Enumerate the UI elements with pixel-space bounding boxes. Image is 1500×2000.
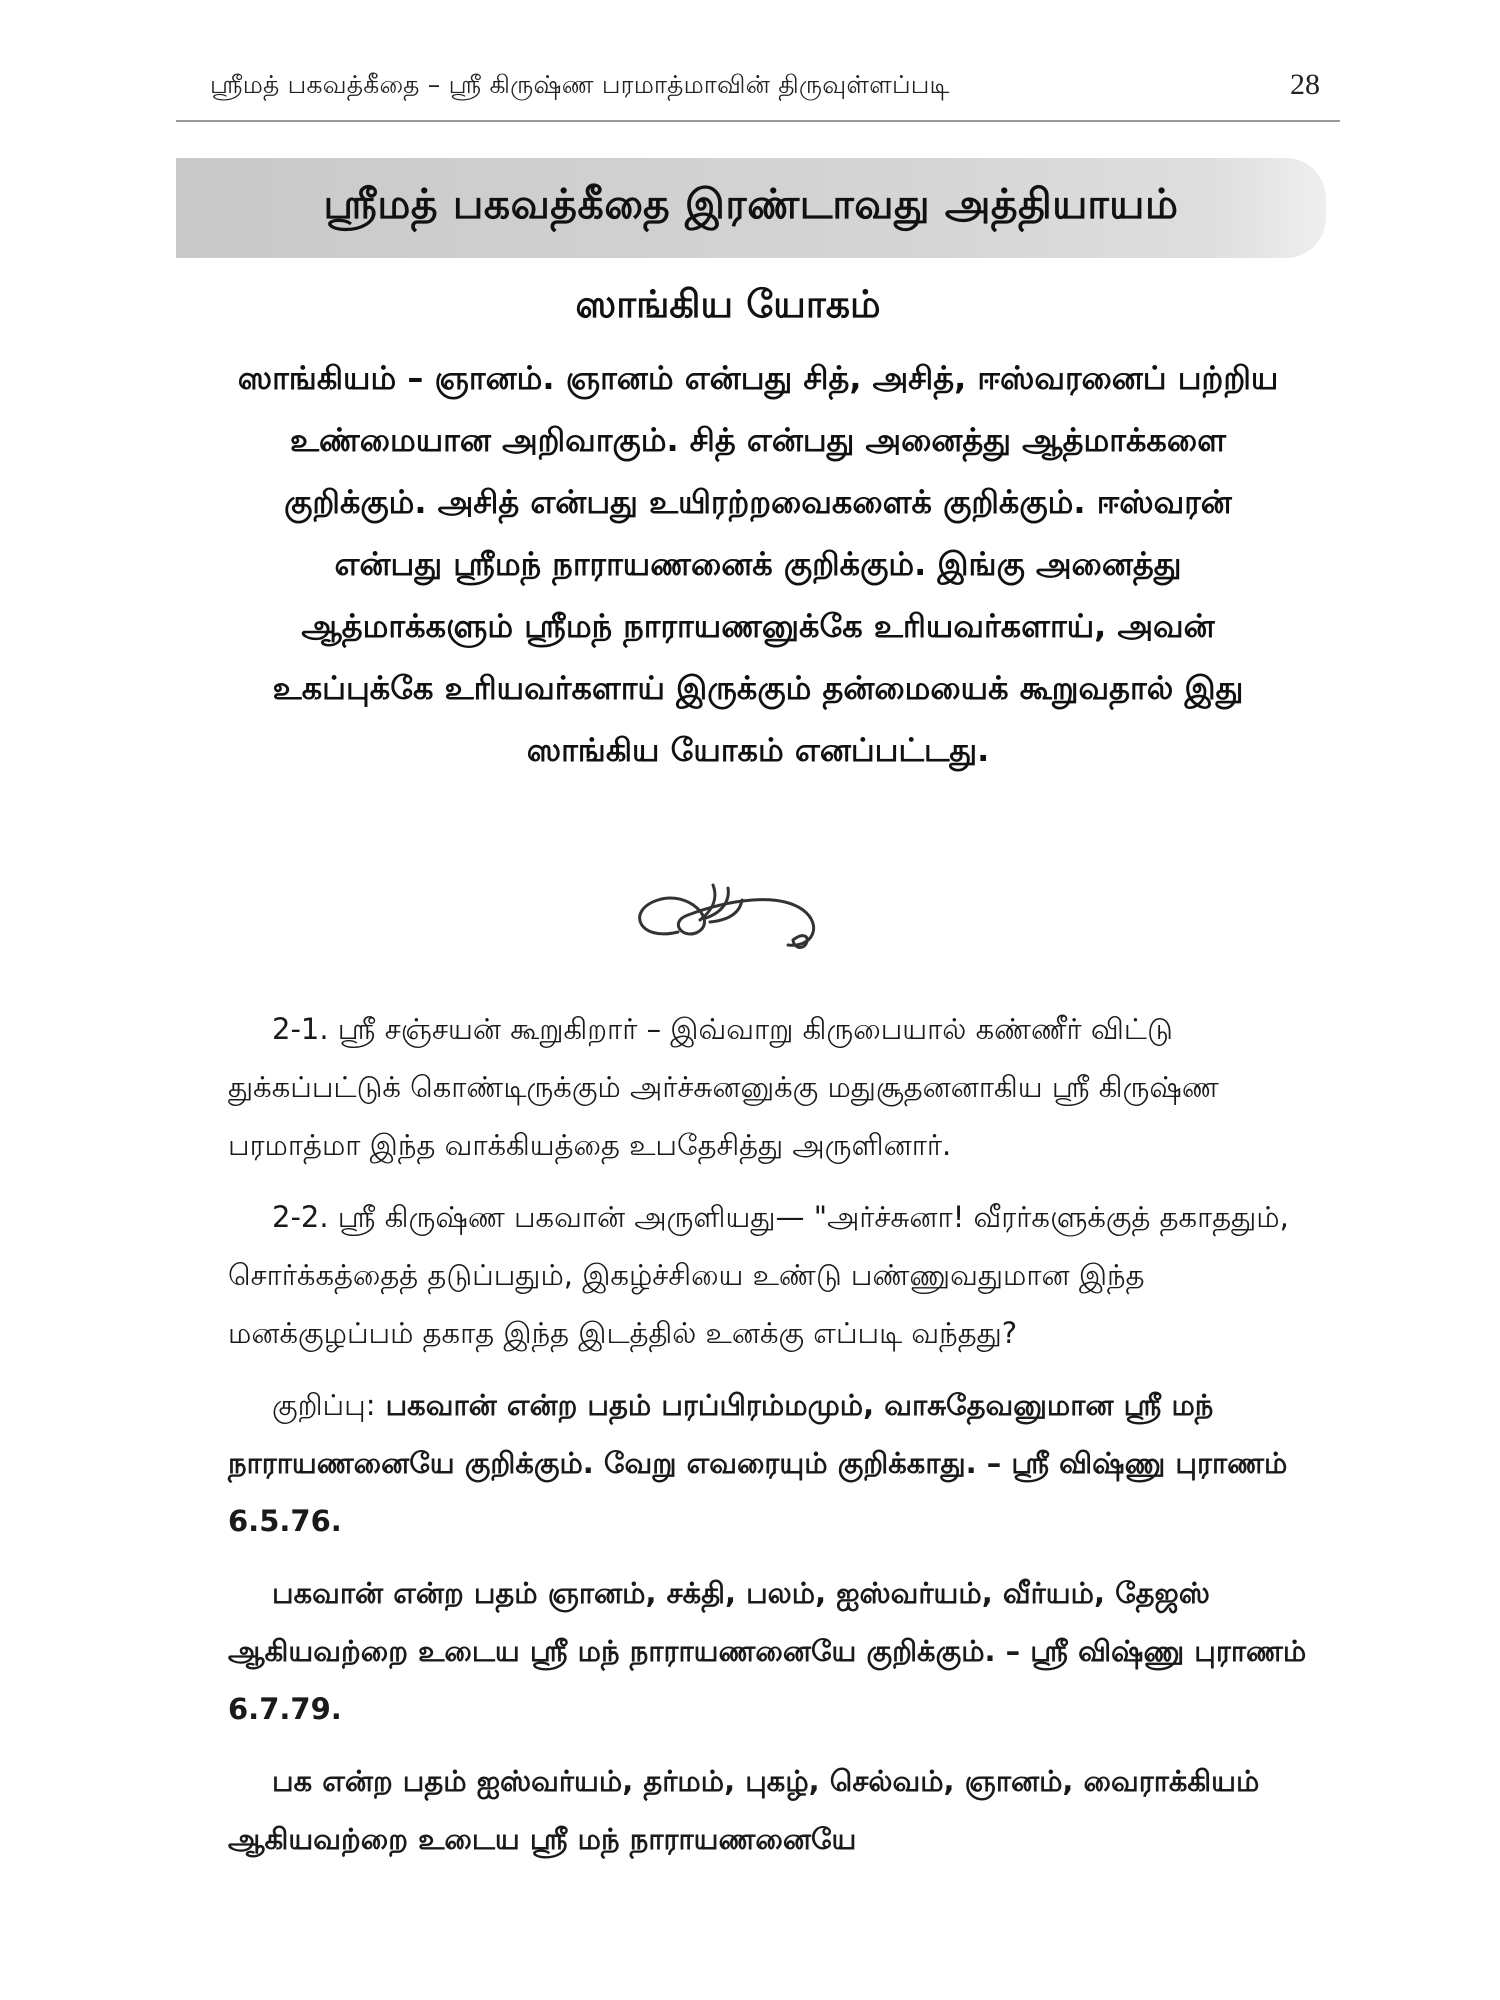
running-header-title: ஸ்ரீமத் பகவத்கீதை – ஸ்ரீ கிருஷ்ண பரமாத்மாவின் திருவுள்ளப்படி <box>210 70 950 99</box>
verse-2-1: 2-1. ஸ்ரீ சஞ்சயன் கூறுகிறார் – இவ்வாறு கிருபையால் கண்ணீர் விட்டு துக்கப்பட்டுக் கொண்டிருக்கும் அர்ச்சுனனுக்கு மதுசூதனனாகிய ஸ்ரீ கிருஷ்ண பரமாத்மா இந்த வாக்கியத்தை உபதேசித்து அருளினார். <box>228 1012 1219 1162</box>
chapter-title: ஸ்ரீமத் பகவத்கீதை இரண்டாவது அத்தியாயம் <box>323 180 1179 228</box>
note-2-paragraph: பகவான் என்ற பதம் ஞானம், சக்தி, பலம், ஐஸ்வர்யம், வீர்யம், தேஜஸ் ஆகியவற்றை உடைய ஸ்ரீ மந் நாராயணனையே குறிக்கும். – ஸ்ரீ விஷ்ணு புராணம் 6.7.79. <box>228 1576 1307 1726</box>
note-1-text: பகவான் என்ற பதம் பரப்பிரம்மமும், வாசுதேவனுமான ஸ்ரீ மந் நாராயணனையே குறிக்கும். வேறு எவரையும் குறிக்காது. – ஸ்ரீ விஷ்ணு புராணம் 6.5.76. <box>228 1388 1288 1538</box>
note-1-paragraph <box>228 1376 1328 1550</box>
flourish-ornament-icon <box>618 870 838 960</box>
note-3-paragraph: பக என்ற பதம் ஐஸ்வர்யம், தர்மம், புகழ், செல்வம், ஞானம், வைராக்கியம் ஆகியவற்றை உடைய ஸ்ரீ மந் நாராயணனையே <box>228 1764 1260 1856</box>
verse-body <box>228 1000 1328 1882</box>
section-title: ஸாங்கிய யோகம் <box>575 282 881 326</box>
chapter-banner <box>176 158 1326 258</box>
chapter-intro: ஸாங்கியம் – ஞானம். ஞானம் என்பது சித், அசித், ஈஸ்வரனைப் பற்றிய உண்மையான அறிவாகும். சித் என்பது அனைத்து ஆத்மாக்களை குறிக்கும். அசித் என்பது உயிரற்றவைகளைக் குறிக்கும். ஈஸ்வரன் என்பது ஸ்ரீமந் நாராயணனைக் குறிக்கும். இங்கு அனைத்து ஆத்மாக்களும் ஸ்ரீமந் நாராயணனுக்கே உரியவர்களாய், அவன் உகப்புக்கே உரியவர்களாய் இருக்கும் தன்மையைக் கூறுவதால் இது ஸாங்கிய யோகம் எனப்பட்டது. <box>237 359 1279 769</box>
page-number: 28 <box>1290 68 1320 101</box>
note-label: குறிப்பு: <box>272 1388 376 1422</box>
page-header <box>176 60 1340 122</box>
verse-2-2: 2-2. ஸ்ரீ கிருஷ்ண பகவான் அருளியது— "அர்ச்சுனா! வீரர்களுக்குத் தகாததும், சொர்க்கத்தைத் தடுப்பதும், இகழ்ச்சியை உண்டு பண்ணுவதுமான இந்த மனக்குழப்பம் தகாத இந்த இடத்தில் உனக்கு எப்படி வந்தது? <box>228 1200 1289 1350</box>
